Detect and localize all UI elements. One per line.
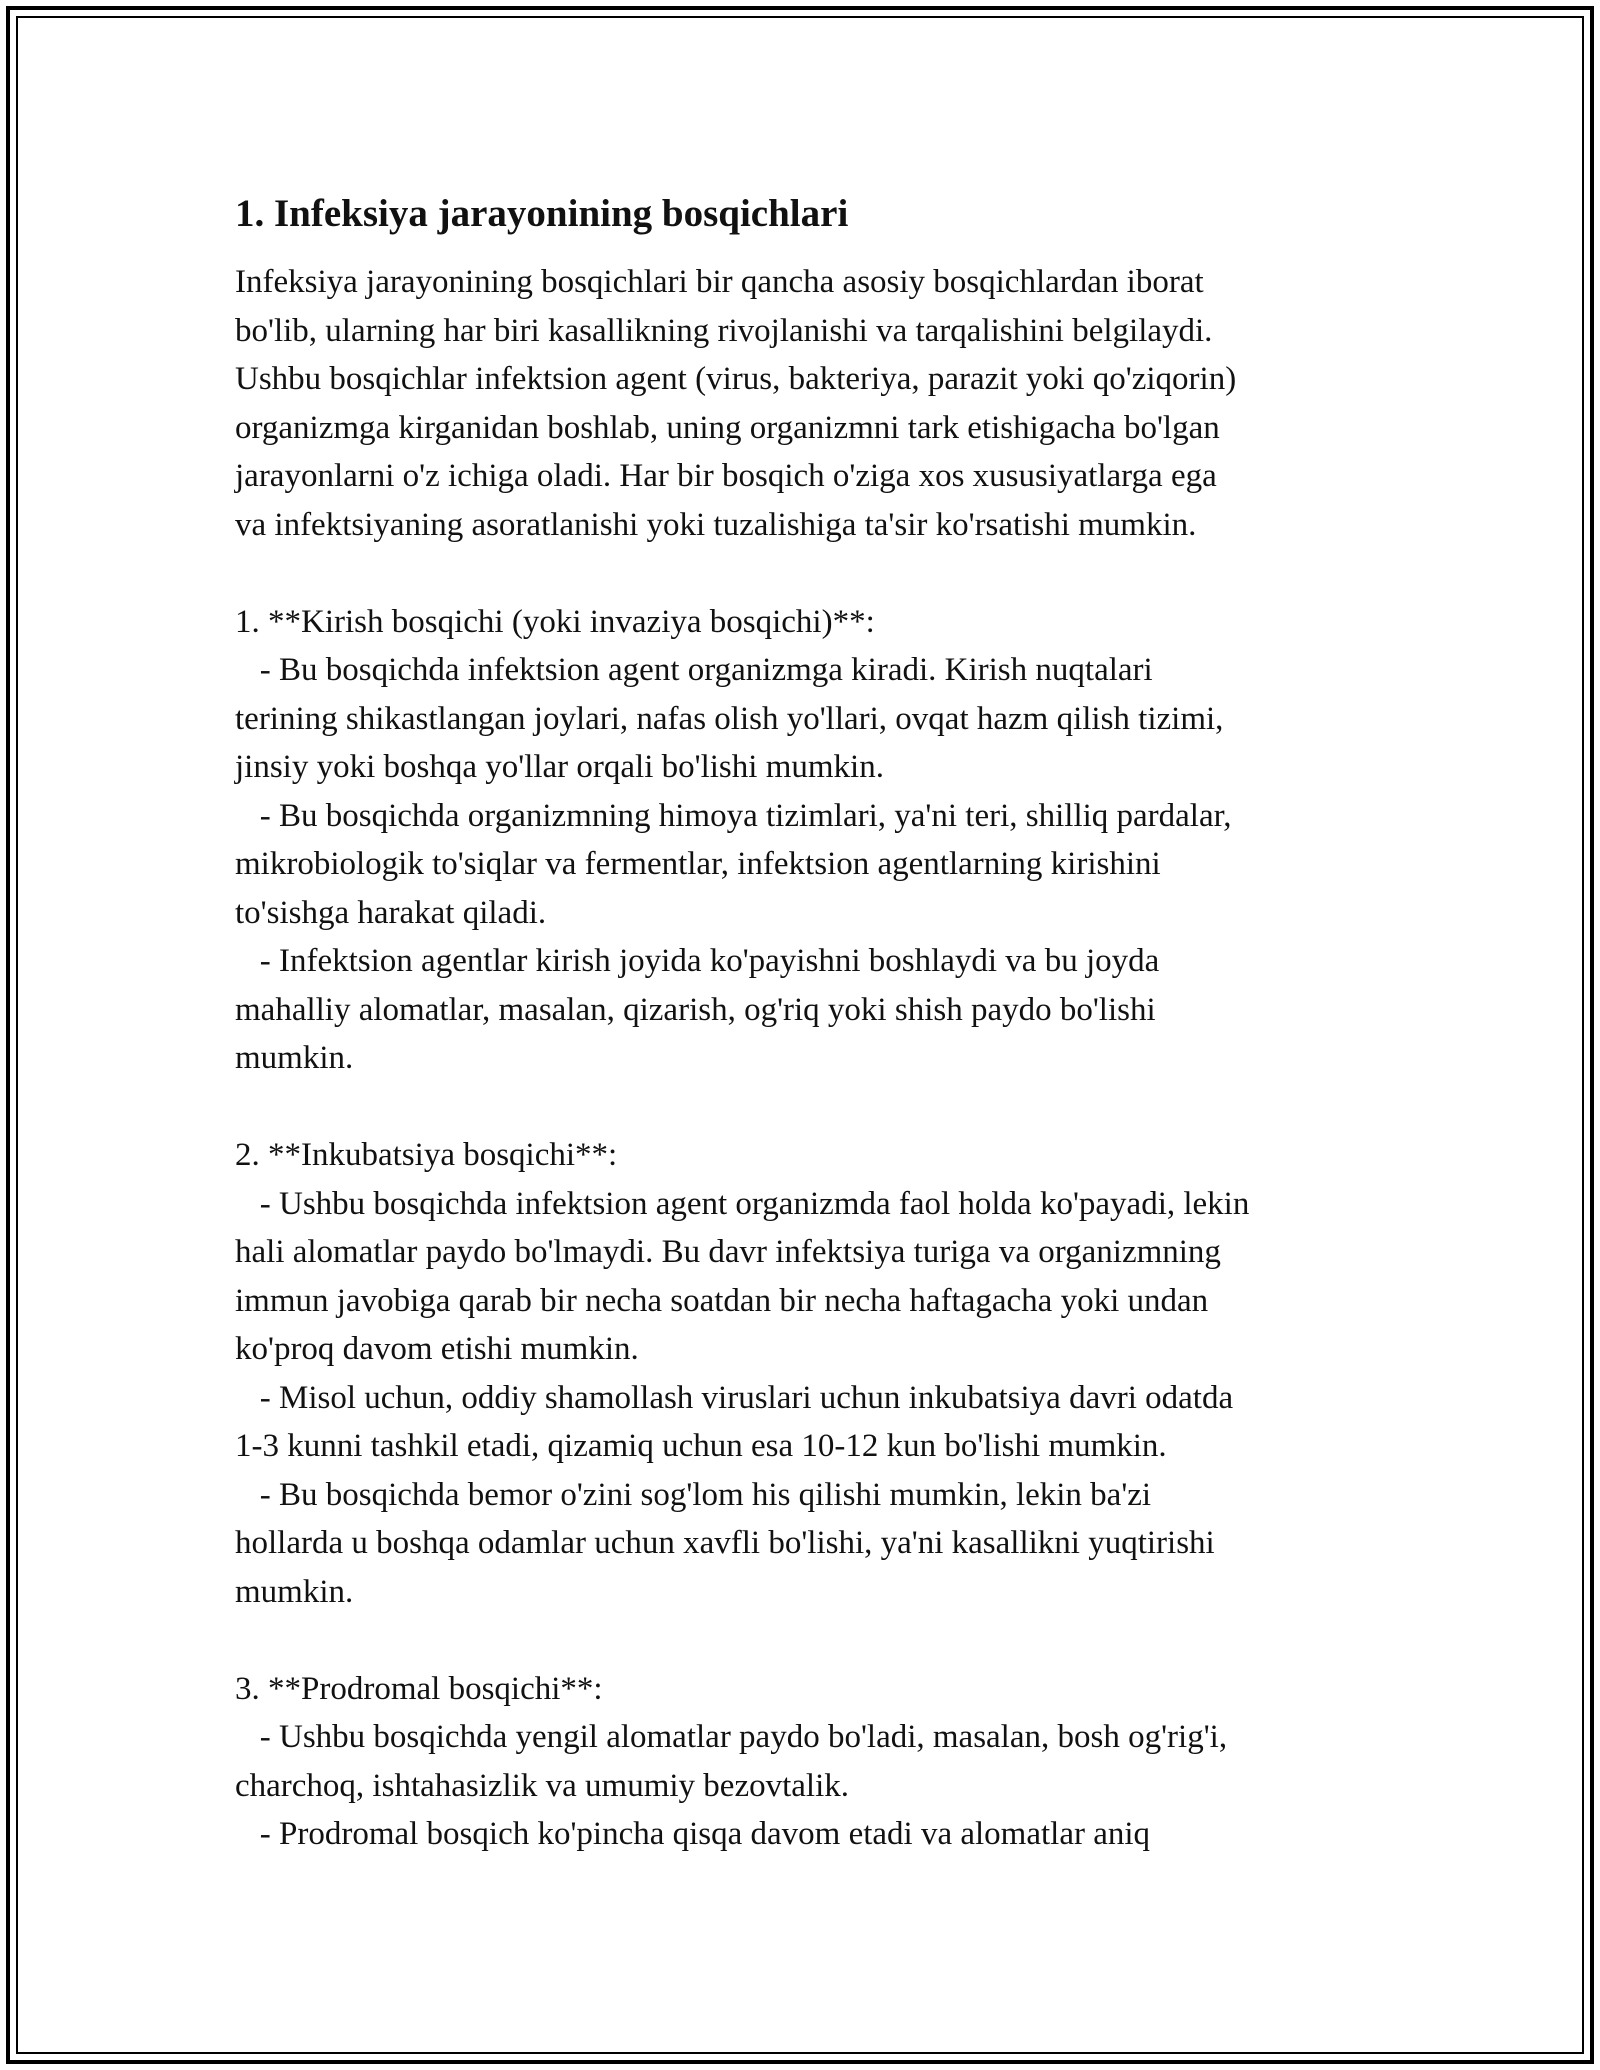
paragraph-gap [235,1083,1385,1132]
paragraph-gap [235,549,1385,598]
section-body: - Ushbu bosqichda yengil alomatlar paydo bo'ladi, masalan, bosh og'rig'i, charchoq, ishtahasizlik va umumiy bezovtalik. - Prodromal bosqich ko'pincha qisqa davom etadi va alomatlar aniq [235,1719,1228,1852]
section-heading: 1. **Kirish bosqichi (yoki invaziya bosqichi)**: [235,603,875,640]
intro-paragraph: Infeksiya jarayonining bosqichlari bir qancha asosiy bosqichlardan iborat bo'lib, ularning har biri kasallikning rivojlanishi va tarqalishini belgilaydi. Ushbu bosqichlar infektsion agent (virus, bakteriya, parazit yoki qo'ziqorin) organizmga kirganidan boshlab, uning organizmni tark etishigacha bo'lgan jarayonlarni o'z ichiga oladi. Har bir bosqich o'ziga xos xususiyatlarga ega va infektsiyaning asoratlanishi yoki tuzalishiga ta'sir ko'rsatishi mumkin. [235,264,1237,543]
section-heading: 3. **Prodromal bosqichi**: [235,1670,603,1707]
section-prodromal-stage [235,1665,1385,1859]
section-body: - Bu bosqichda infektsion agent organizmga kiradi. Kirish nuqtalari terining shikastlangan joylari, nafas olish yo'llari, ovqat hazm qilish tizimi, jinsiy yoki boshqa yo'llar orqali bo'lishi mumkin. - Bu bosqichda organizmning himoya tizimlari, ya'ni teri, shilliq pardalar, mikrobiologik to'siqlar va fermentlar, infektsion agentlarning kirishini to'sishga harakat qiladi. - Infektsion agentlar kirish joyida ko'payishni boshlaydi va bu joyda mahalliy alomatlar, masalan, qizarish, og'riq yoki shish paydo bo'lishi mumkin. [235,652,1232,1076]
document-content [235,186,1385,1859]
document-title: 1. Infeksiya jarayonining bosqichlari [235,192,849,235]
section-entry-stage [235,598,1385,1083]
paragraph-gap [235,1616,1385,1665]
section-body: - Ushbu bosqichda infektsion agent organizmda faol holda ko'payadi, lekin hali alomatlar paydo bo'lmaydi. Bu davr infektsiya turiga va organizmning immun javobiga qarab bir necha soatdan bir necha haftagacha yoki undan ko'proq davom etishi mumkin. - Misol uchun, oddiy shamollash viruslari uchun inkubatsiya davri odatda 1-3 kunni tashkil etadi, qizamiq uchun esa 10-12 kun bo'lishi mumkin. - Bu bosqichda bemor o'zini sog'lom his qilishi mumkin, lekin ba'zi hollarda u boshqa odamlar uchun xavfli bo'lishi, ya'ni kasallikni yuqtirishi mumkin. [235,1185,1250,1610]
section-incubation-stage [235,1131,1385,1616]
section-heading: 2. **Inkubatsiya bosqichi**: [235,1137,618,1173]
